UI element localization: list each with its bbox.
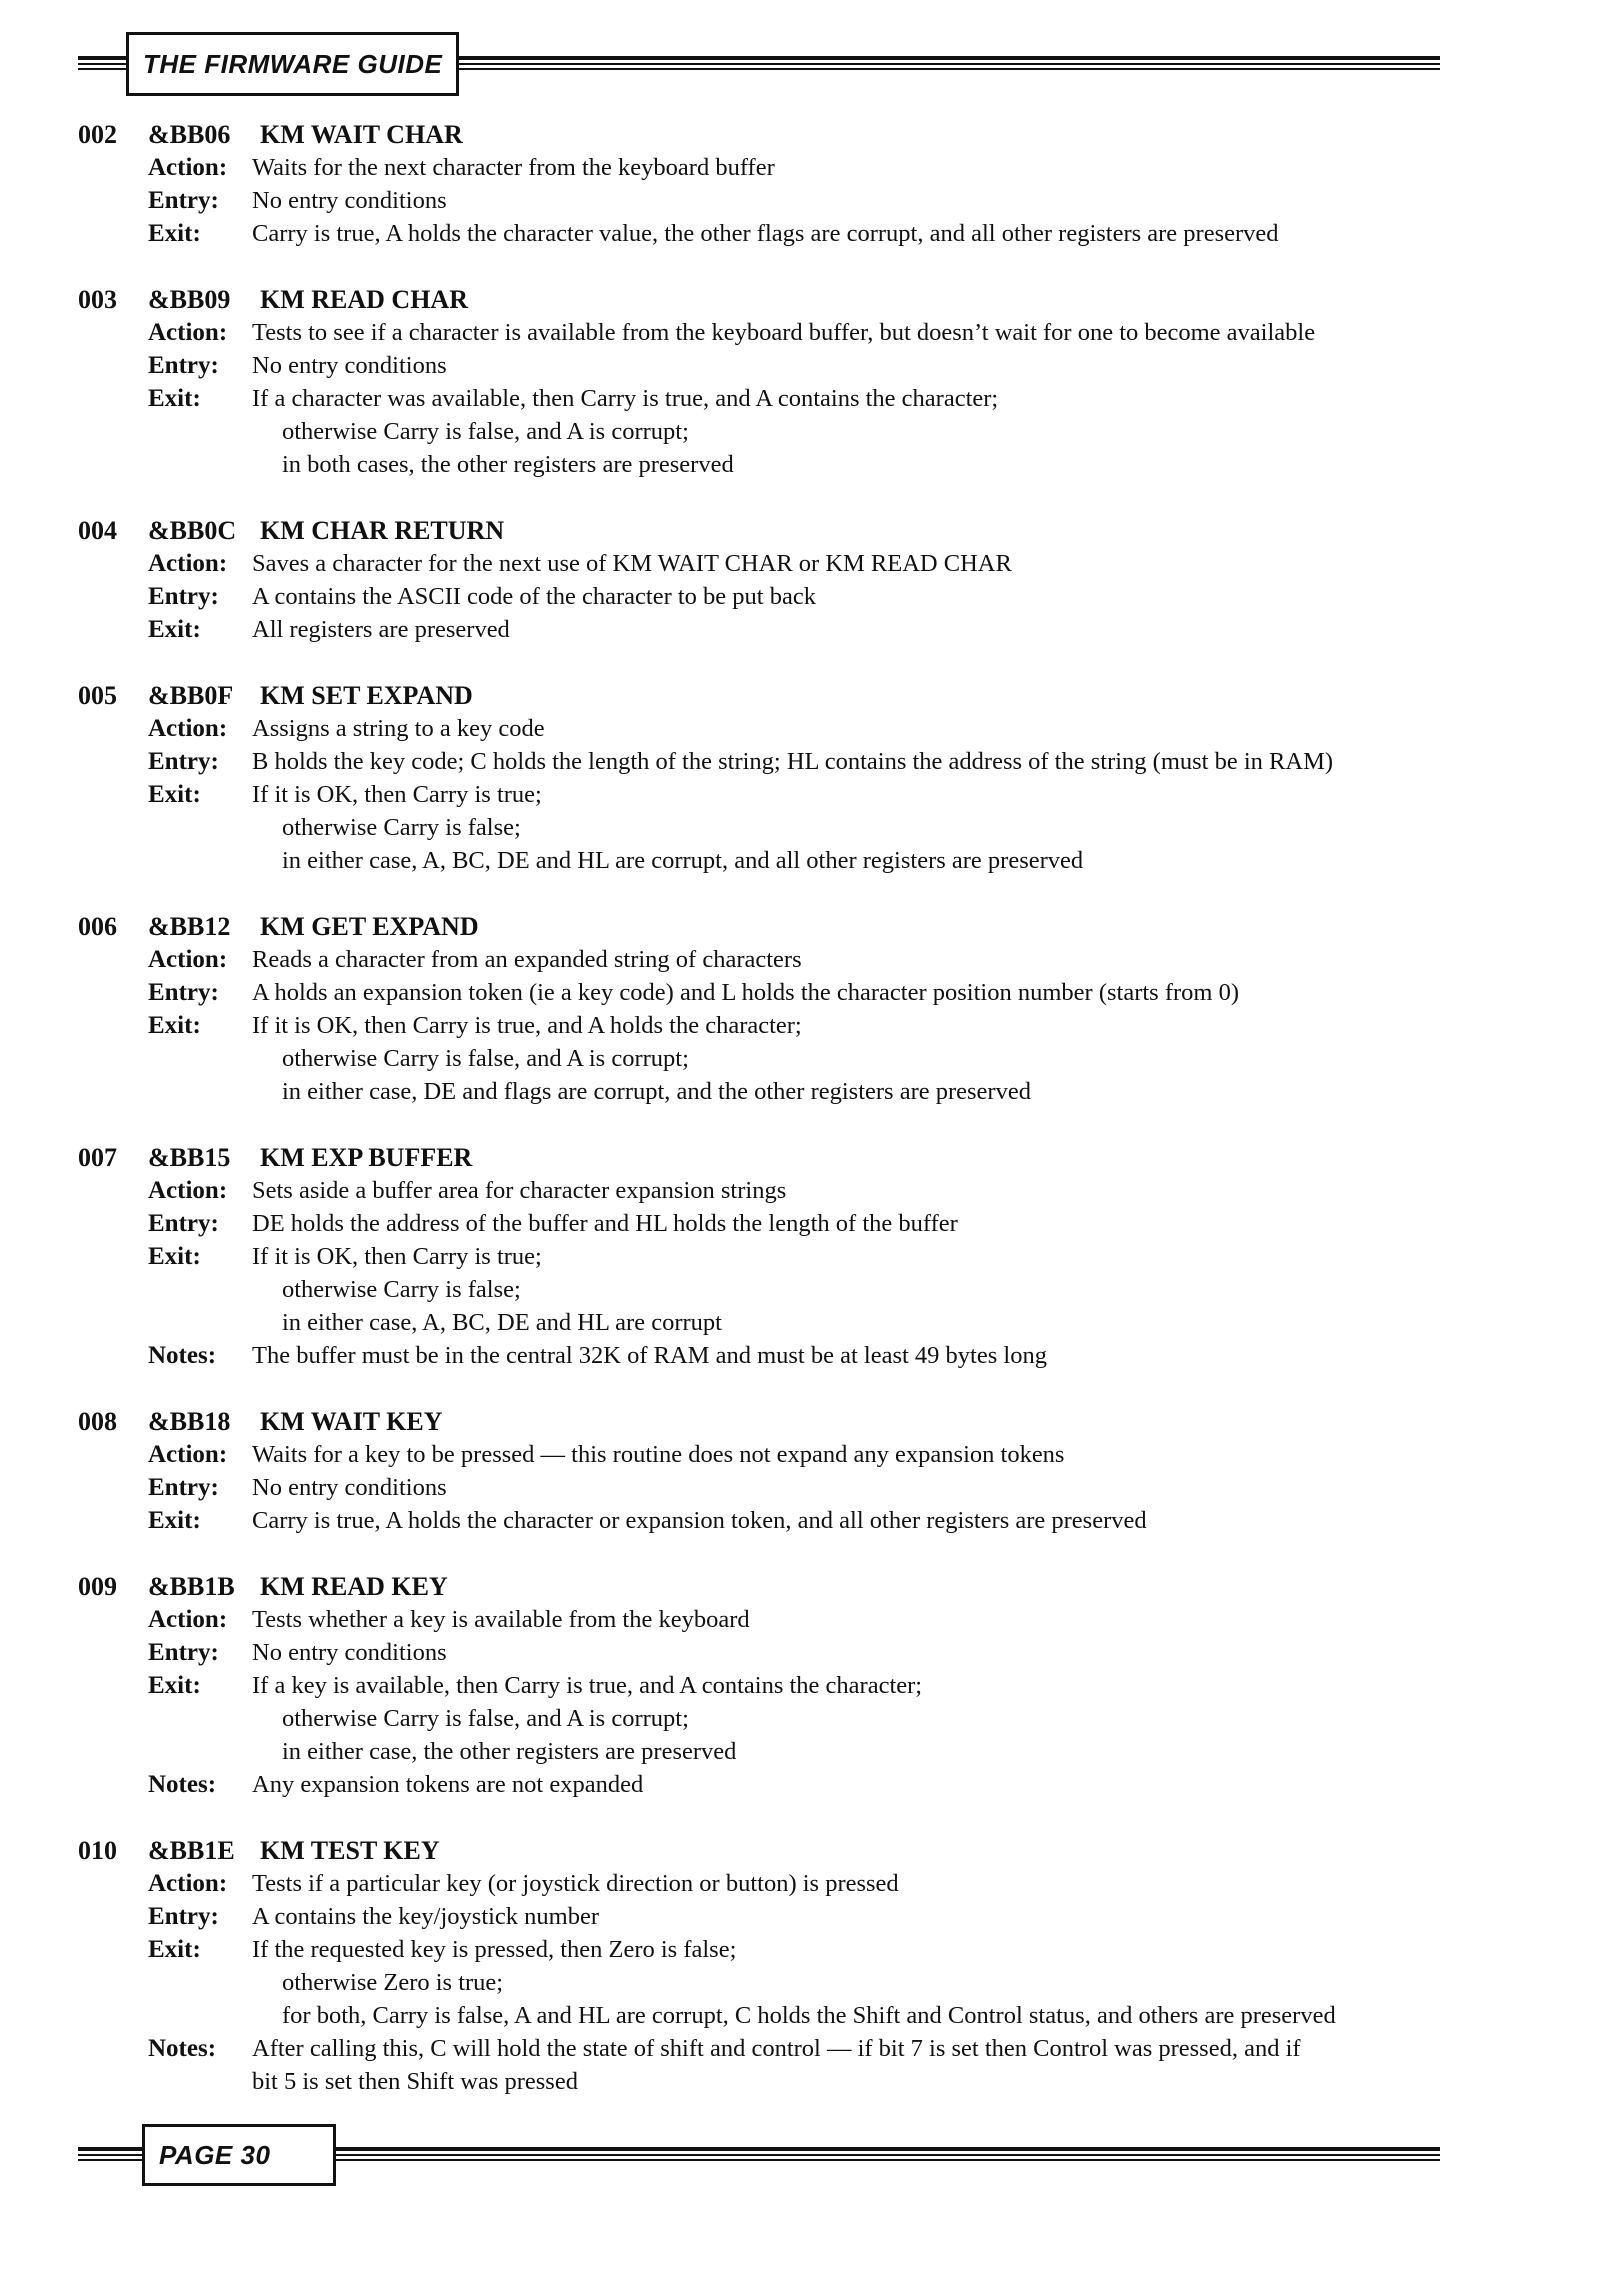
exit-line: in either case, DE and flags are corrupt, and the other registers are preserved bbox=[282, 1078, 1031, 1105]
entry-label: Entry: bbox=[148, 187, 219, 214]
entry-row bbox=[78, 184, 1458, 217]
exit-label: Exit: bbox=[148, 781, 201, 808]
exit-row bbox=[78, 1669, 1458, 1768]
entry-heading bbox=[78, 514, 1458, 547]
exit-line: otherwise Carry is false, and A is corrupt; bbox=[282, 1045, 689, 1072]
exit-text bbox=[252, 1240, 1458, 1339]
action-row bbox=[78, 1603, 1458, 1636]
action-row bbox=[78, 1174, 1458, 1207]
routine-number: 005 bbox=[78, 681, 117, 710]
exit-line: If the requested key is pressed, then Zero is false; bbox=[252, 1936, 737, 1963]
entry-text: A holds an expansion token (ie a key code) and L holds the character position number (starts from 0) bbox=[252, 979, 1239, 1006]
exit-text bbox=[252, 1009, 1458, 1108]
notes-text bbox=[252, 1768, 1458, 1801]
exit-text bbox=[252, 217, 1458, 250]
exit-label: Exit: bbox=[148, 1507, 201, 1534]
action-text: Tests to see if a character is available from the keyboard buffer, but doesn’t wait for one to become available bbox=[252, 319, 1316, 346]
exit-line: in both cases, the other registers are preserved bbox=[282, 451, 734, 478]
exit-label: Exit: bbox=[148, 1243, 201, 1270]
entry-label: Entry: bbox=[148, 1474, 219, 1501]
exit-text bbox=[252, 778, 1458, 877]
exit-row bbox=[78, 217, 1458, 250]
routine-entry bbox=[78, 679, 1458, 877]
notes-row bbox=[78, 2032, 1458, 2098]
routine-number: 009 bbox=[78, 1572, 117, 1601]
action-row bbox=[78, 1867, 1458, 1900]
entry-label: Entry: bbox=[148, 1210, 219, 1237]
entry-text: B holds the key code; C holds the length of the string; HL contains the address of the string (must be in RAM) bbox=[252, 748, 1334, 775]
entry-row bbox=[78, 1636, 1458, 1669]
header-title: THE FIRMWARE GUIDE bbox=[126, 32, 459, 96]
routine-number: 006 bbox=[78, 912, 117, 941]
routine-address: &BB15 bbox=[148, 1143, 231, 1172]
routine-name: KM TEST KEY bbox=[260, 1836, 440, 1865]
action-label: Action: bbox=[148, 550, 228, 577]
action-label: Action: bbox=[148, 154, 228, 181]
entry-text: No entry conditions bbox=[252, 1474, 447, 1501]
exit-line: otherwise Zero is true; bbox=[282, 1969, 504, 1996]
routine-address: &BB06 bbox=[148, 120, 231, 149]
entry-row bbox=[78, 349, 1458, 382]
entry-text: No entry conditions bbox=[252, 187, 447, 214]
action-label: Action: bbox=[148, 319, 228, 346]
action-label: Action: bbox=[148, 1606, 228, 1633]
notes-line: bit 5 is set then Shift was pressed bbox=[252, 2068, 578, 2095]
action-text: Saves a character for the next use of KM WAIT CHAR or KM READ CHAR bbox=[252, 550, 1012, 577]
routine-entry bbox=[78, 1405, 1458, 1537]
entry-text: No entry conditions bbox=[252, 352, 447, 379]
entry-heading bbox=[78, 118, 1458, 151]
entry-label: Entry: bbox=[148, 1639, 219, 1666]
exit-line: in either case, the other registers are preserved bbox=[282, 1738, 737, 1765]
action-text: Tests whether a key is available from the keyboard bbox=[252, 1606, 750, 1633]
routine-address: &BB18 bbox=[148, 1407, 231, 1436]
action-text: Reads a character from an expanded string of characters bbox=[252, 946, 802, 973]
action-label: Action: bbox=[148, 946, 228, 973]
routine-entry bbox=[78, 514, 1458, 646]
routine-number: 007 bbox=[78, 1143, 117, 1172]
exit-line: If it is OK, then Carry is true; bbox=[252, 1243, 542, 1270]
entry-row bbox=[78, 976, 1458, 1009]
page-number: PAGE 30 bbox=[142, 2124, 336, 2186]
routine-name: KM READ KEY bbox=[260, 1572, 448, 1601]
notes-line: Any expansion tokens are not expanded bbox=[252, 1771, 644, 1798]
exit-line: otherwise Carry is false; bbox=[282, 1276, 521, 1303]
page-header bbox=[78, 32, 1440, 96]
action-text: Waits for a key to be pressed — this routine does not expand any expansion tokens bbox=[252, 1441, 1065, 1468]
routine-number: 003 bbox=[78, 285, 117, 314]
entry-heading bbox=[78, 1141, 1458, 1174]
entry-text: DE holds the address of the buffer and HL holds the length of the buffer bbox=[252, 1210, 958, 1237]
exit-label: Exit: bbox=[148, 1012, 201, 1039]
notes-text bbox=[252, 2032, 1458, 2098]
action-row bbox=[78, 151, 1458, 184]
exit-line: If a key is available, then Carry is true, and A contains the character; bbox=[252, 1672, 923, 1699]
entry-label: Entry: bbox=[148, 748, 219, 775]
action-row bbox=[78, 316, 1458, 349]
action-label: Action: bbox=[148, 1870, 228, 1897]
action-text: Waits for the next character from the keyboard buffer bbox=[252, 154, 775, 181]
routine-name: KM GET EXPAND bbox=[260, 912, 479, 941]
routine-entry bbox=[78, 1141, 1458, 1372]
exit-line: in either case, A, BC, DE and HL are corrupt bbox=[282, 1309, 722, 1336]
action-text: Sets aside a buffer area for character expansion strings bbox=[252, 1177, 787, 1204]
routine-address: &BB12 bbox=[148, 912, 231, 941]
routine-number: 004 bbox=[78, 516, 117, 545]
exit-label: Exit: bbox=[148, 220, 201, 247]
exit-line: Carry is true, A holds the character value, the other flags are corrupt, and all other registers are preserved bbox=[252, 220, 1279, 247]
entry-heading bbox=[78, 1405, 1458, 1438]
exit-line: If a character was available, then Carry is true, and A contains the character; bbox=[252, 385, 999, 412]
notes-text bbox=[252, 1339, 1458, 1372]
page-footer bbox=[78, 2124, 1440, 2186]
exit-row bbox=[78, 778, 1458, 877]
routine-address: &BB1B bbox=[148, 1572, 235, 1601]
exit-label: Exit: bbox=[148, 385, 201, 412]
exit-line: Carry is true, A holds the character or expansion token, and all other registers are preserved bbox=[252, 1507, 1147, 1534]
notes-label: Notes: bbox=[148, 1771, 217, 1798]
notes-label: Notes: bbox=[148, 1342, 217, 1369]
entry-row bbox=[78, 1471, 1458, 1504]
exit-label: Exit: bbox=[148, 1672, 201, 1699]
routine-name: KM WAIT CHAR bbox=[260, 120, 463, 149]
exit-line: otherwise Carry is false; bbox=[282, 814, 521, 841]
routine-number: 002 bbox=[78, 120, 117, 149]
exit-row bbox=[78, 613, 1458, 646]
action-row bbox=[78, 712, 1458, 745]
entry-heading bbox=[78, 1834, 1458, 1867]
routine-address: &BB1E bbox=[148, 1836, 235, 1865]
routine-entry bbox=[78, 118, 1458, 250]
exit-line: If it is OK, then Carry is true, and A holds the character; bbox=[252, 1012, 802, 1039]
exit-line: in either case, A, BC, DE and HL are corrupt, and all other registers are preserved bbox=[282, 847, 1084, 874]
routine-entry bbox=[78, 910, 1458, 1108]
entry-label: Entry: bbox=[148, 352, 219, 379]
routine-number: 010 bbox=[78, 1836, 117, 1865]
action-row bbox=[78, 943, 1458, 976]
entry-heading bbox=[78, 283, 1458, 316]
exit-row bbox=[78, 382, 1458, 481]
routine-entry bbox=[78, 1570, 1458, 1801]
routine-name: KM WAIT KEY bbox=[260, 1407, 443, 1436]
routine-number: 008 bbox=[78, 1407, 117, 1436]
routine-name: KM CHAR RETURN bbox=[260, 516, 505, 545]
exit-row bbox=[78, 1504, 1458, 1537]
notes-row bbox=[78, 1339, 1458, 1372]
routine-address: &BB0C bbox=[148, 516, 237, 545]
entry-label: Entry: bbox=[148, 1903, 219, 1930]
exit-label: Exit: bbox=[148, 1936, 201, 1963]
firmware-entries bbox=[78, 118, 1458, 2131]
action-label: Action: bbox=[148, 715, 228, 742]
entry-row bbox=[78, 580, 1458, 613]
routine-name: KM SET EXPAND bbox=[260, 681, 473, 710]
entry-heading bbox=[78, 910, 1458, 943]
exit-row bbox=[78, 1009, 1458, 1108]
exit-line: for both, Carry is false, A and HL are corrupt, C holds the Shift and Control status, and others are preserved bbox=[282, 2002, 1336, 2029]
entry-text: A contains the ASCII code of the character to be put back bbox=[252, 583, 816, 610]
entry-row bbox=[78, 1207, 1458, 1240]
exit-text bbox=[252, 1504, 1458, 1537]
routine-name: KM READ CHAR bbox=[260, 285, 468, 314]
entry-label: Entry: bbox=[148, 979, 219, 1006]
action-row bbox=[78, 547, 1458, 580]
exit-line: otherwise Carry is false, and A is corrupt; bbox=[282, 418, 689, 445]
entry-heading bbox=[78, 1570, 1458, 1603]
entry-heading bbox=[78, 679, 1458, 712]
entry-row bbox=[78, 745, 1458, 778]
routine-address: &BB09 bbox=[148, 285, 231, 314]
action-label: Action: bbox=[148, 1177, 228, 1204]
routine-entry bbox=[78, 283, 1458, 481]
exit-text bbox=[252, 613, 1458, 646]
routine-entry bbox=[78, 1834, 1458, 2098]
action-label: Action: bbox=[148, 1441, 228, 1468]
action-row bbox=[78, 1438, 1458, 1471]
exit-label: Exit: bbox=[148, 616, 201, 643]
exit-text bbox=[252, 1933, 1458, 2032]
notes-label: Notes: bbox=[148, 2035, 217, 2062]
exit-text bbox=[252, 382, 1458, 481]
routine-address: &BB0F bbox=[148, 681, 234, 710]
exit-row bbox=[78, 1933, 1458, 2032]
exit-line: If it is OK, then Carry is true; bbox=[252, 781, 542, 808]
exit-line: All registers are preserved bbox=[252, 616, 510, 643]
notes-line: The buffer must be in the central 32K of RAM and must be at least 49 bytes long bbox=[252, 1342, 1047, 1369]
entry-row bbox=[78, 1900, 1458, 1933]
entry-label: Entry: bbox=[148, 583, 219, 610]
entry-text: No entry conditions bbox=[252, 1639, 447, 1666]
notes-row bbox=[78, 1768, 1458, 1801]
entry-text: A contains the key/joystick number bbox=[252, 1903, 600, 1930]
action-text: Assigns a string to a key code bbox=[252, 715, 545, 742]
exit-text bbox=[252, 1669, 1458, 1768]
routine-name: KM EXP BUFFER bbox=[260, 1143, 473, 1172]
exit-row bbox=[78, 1240, 1458, 1339]
exit-line: otherwise Carry is false, and A is corrupt; bbox=[282, 1705, 689, 1732]
notes-line: After calling this, C will hold the state of shift and control — if bit 7 is set then Control was pressed, and if bbox=[252, 2035, 1301, 2062]
action-text: Tests if a particular key (or joystick direction or button) is pressed bbox=[252, 1870, 899, 1897]
